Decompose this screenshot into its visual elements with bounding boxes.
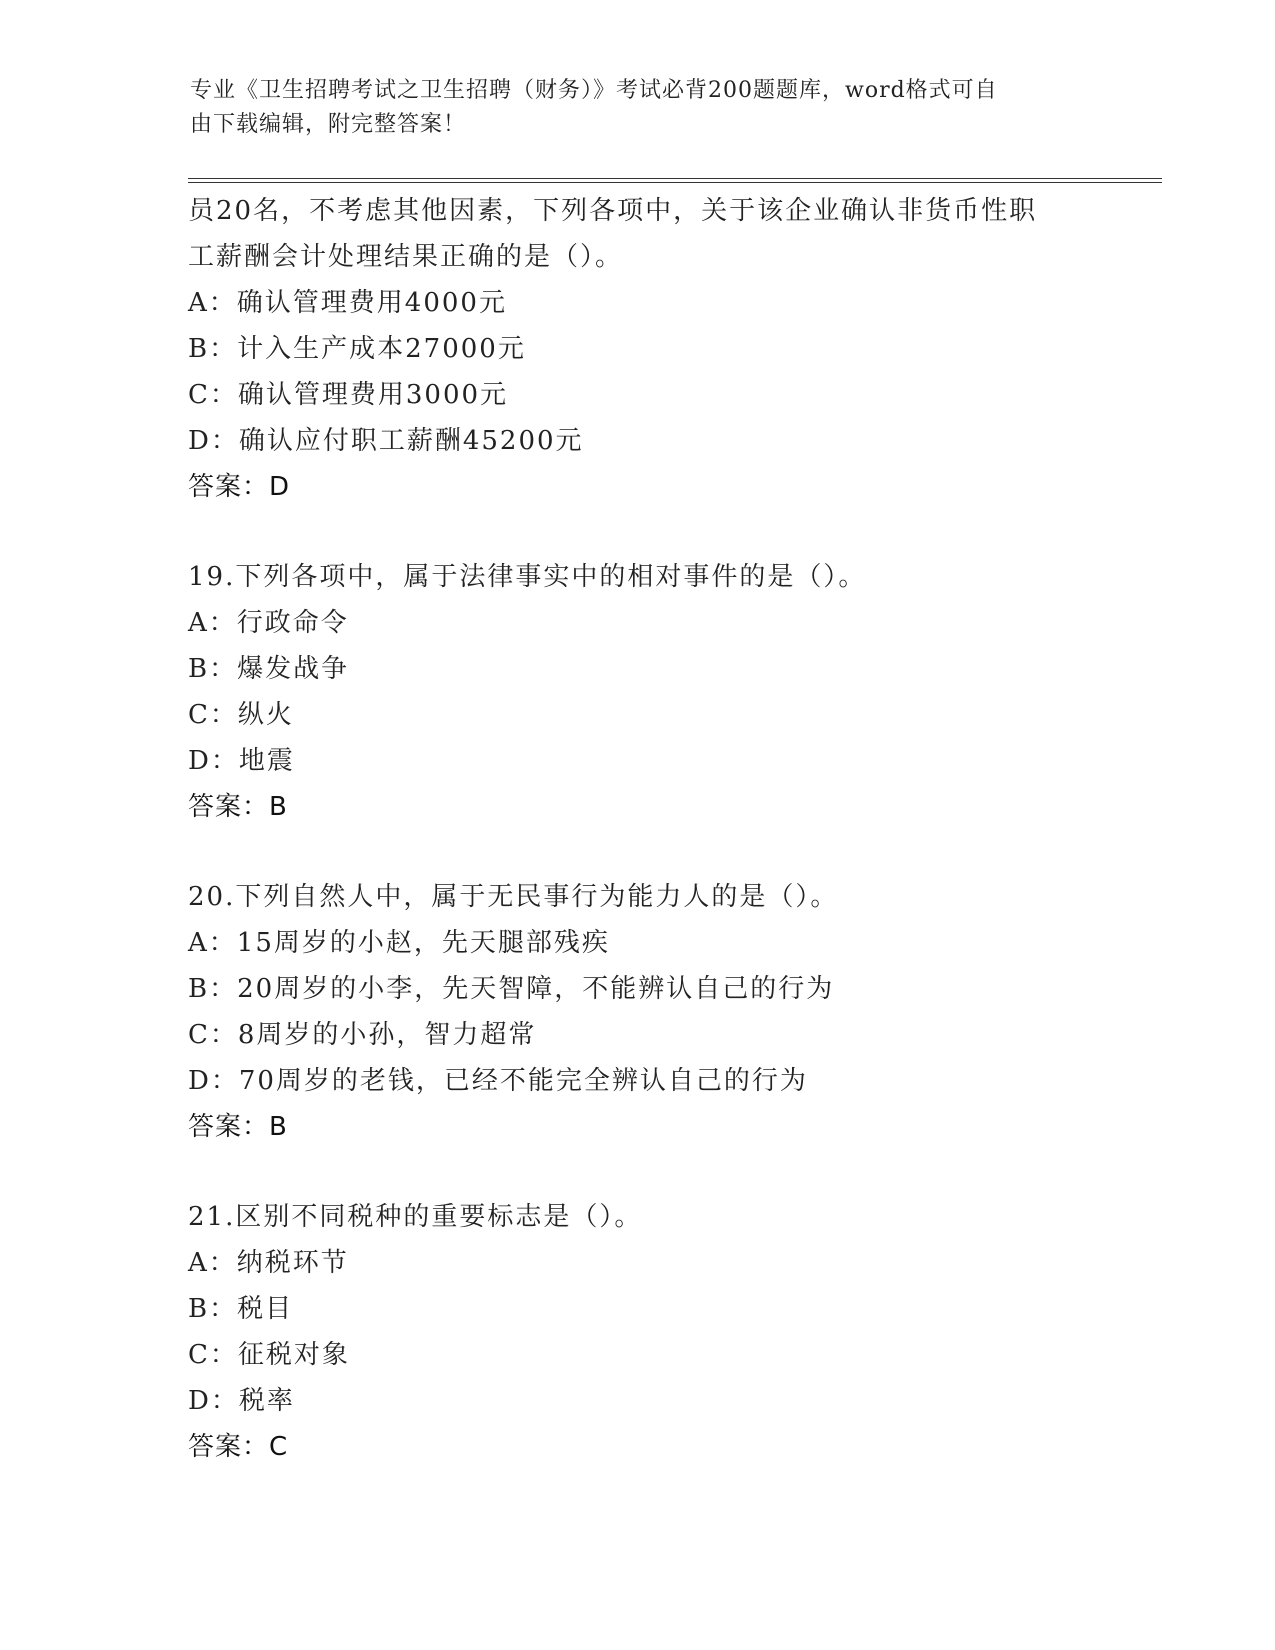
option-d: D：70周岁的老钱，已经不能完全辨认自己的行为 bbox=[188, 1066, 808, 1096]
header-double-rule bbox=[188, 178, 1162, 183]
option-c: C：8周岁的小孙，智力超常 bbox=[188, 1020, 537, 1050]
spacer bbox=[188, 510, 1168, 554]
question-20 bbox=[188, 874, 1168, 1150]
question-stem: 21.区别不同税种的重要标志是（）。 bbox=[188, 1202, 643, 1232]
option-b: B：20周岁的小李，先天智障，不能辨认自己的行为 bbox=[188, 974, 835, 1004]
question-stem: 20.下列自然人中，属于无民事行为能力人的是（）。 bbox=[188, 882, 839, 912]
header-line-2: 由下载编辑，附完整答案！ bbox=[190, 112, 467, 137]
option-c: C：征税对象 bbox=[188, 1340, 350, 1370]
answer-line: 答案：B bbox=[188, 1112, 288, 1142]
question-list bbox=[188, 188, 1168, 1470]
document-header bbox=[190, 74, 1090, 142]
option-c: C：纵火 bbox=[188, 700, 294, 730]
answer-line: 答案：B bbox=[188, 792, 288, 822]
question-18 bbox=[188, 188, 1168, 510]
question-19 bbox=[188, 554, 1168, 830]
option-b: B：计入生产成本27000元 bbox=[188, 334, 526, 364]
spacer bbox=[188, 830, 1168, 874]
option-c: C：确认管理费用3000元 bbox=[188, 380, 509, 410]
option-a: A：确认管理费用4000元 bbox=[188, 288, 507, 318]
option-a: A：行政命令 bbox=[188, 608, 349, 638]
question-stem: 19.下列各项中，属于法律事实中的相对事件的是（）。 bbox=[188, 562, 867, 592]
header-line-1: 专业《卫生招聘考试之卫生招聘（财务）》考试必背200题题库，word格式可自 bbox=[190, 78, 998, 103]
question-stem-line: 工薪酬会计处理结果正确的是（）。 bbox=[188, 242, 624, 272]
option-a: A：纳税环节 bbox=[188, 1248, 349, 1278]
option-b: B：爆发战争 bbox=[188, 654, 350, 684]
answer-line: 答案：D bbox=[188, 472, 291, 502]
option-d: D：税率 bbox=[188, 1386, 295, 1416]
answer-line: 答案：C bbox=[188, 1432, 289, 1462]
spacer bbox=[188, 1150, 1168, 1194]
option-b: B：税目 bbox=[188, 1294, 294, 1324]
option-a: A：15周岁的小赵，先天腿部残疾 bbox=[188, 928, 610, 958]
question-stem-line: 员20名，不考虑其他因素，下列各项中，关于该企业确认非货币性职 bbox=[188, 196, 1038, 226]
option-d: D：确认应付职工薪酬45200元 bbox=[188, 426, 584, 456]
question-21 bbox=[188, 1194, 1168, 1470]
option-d: D：地震 bbox=[188, 746, 295, 776]
